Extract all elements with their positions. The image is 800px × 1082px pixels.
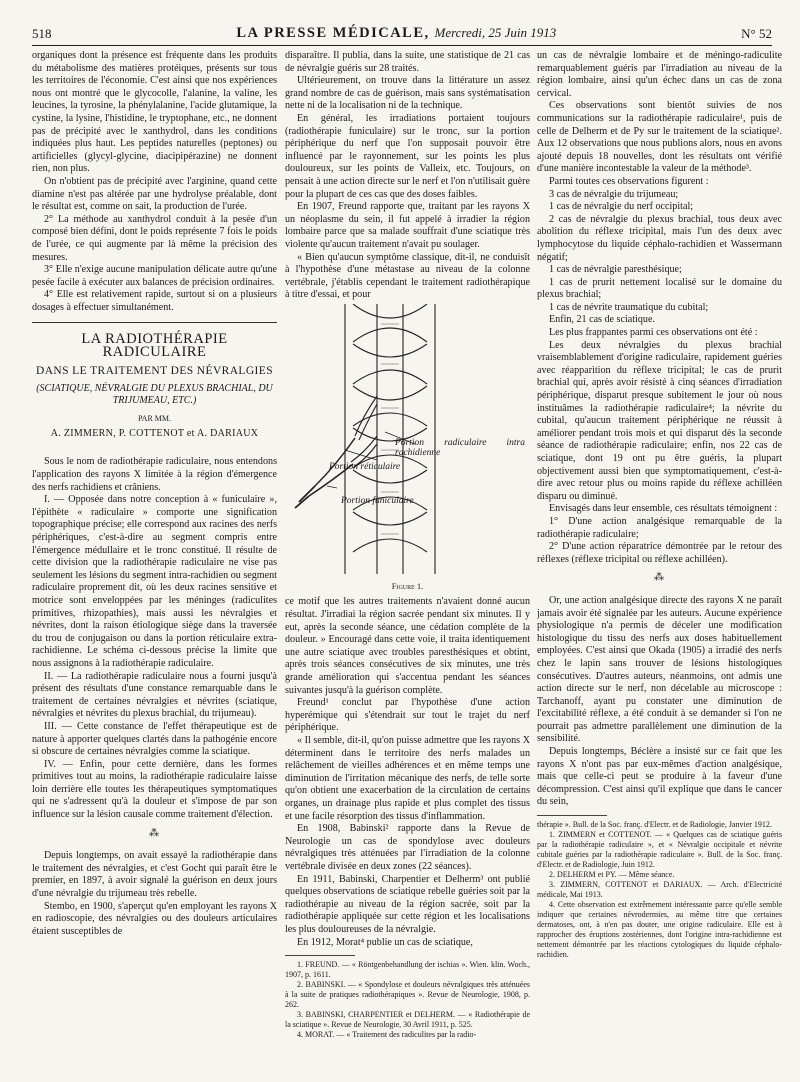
article-subtitle-detail: (SCIATIQUE, NÉVRALGIE DU PLEXUS BRACHIAL, DU TRIJUMEAU, ETC.) xyxy=(36,383,273,407)
paragraph: Depuis longtemps, on avait essayé la radiothérapie dans le traitement des névralgies, et c'est Gocht qui paraît être le premier, en 1897, à avoir signalé la guérison en deux jours d'une névralgie du trijumeau très rebelle. xyxy=(32,850,277,900)
paragraph: En 1908, Babinski² rapporte dans la Revue de Neurologie un cas de spondylose avec douleurs névralgiques très atténuées par l'irradiation de la colonne vertébrale divisée en deux zones (22 séances). xyxy=(285,823,530,872)
paragraph: « Il semble, dit-il, qu'on puisse admettre que les rayons X déterminent dans le territoire des nerfs malades un relâchement de vieilles adhérences et en même temps une diminution de l'irritation mécanique des nerfs, de telle sorte qu'on obtient une exacerbation de la circulation de certains organes, un drainage plus rapide et plus complet des tissus et une facile résorption des tissus d'inflammation. xyxy=(285,735,530,822)
article-authors: A. ZIMMERN, P. COTTENOT et A. DARIAUX xyxy=(50,427,259,439)
page-header xyxy=(32,18,772,46)
paragraph: Parmi toutes ces observations figurent : xyxy=(549,175,709,187)
paragraph: III. — Cette constance de l'effet thérapeutique est de nature à apporter quelques clartés dans la pathogénie encore si obscure de certaines névralgies comme la sciatique. xyxy=(32,720,277,758)
issue-date: Mercredi, 25 Juin 1913 xyxy=(434,25,557,40)
asterism: ⁂ xyxy=(654,572,665,584)
footnote: 3. BABINSKI, CHARPENTIER et DELHERM. — « Radiothérapie de la sciatique ». Revue de Neurologie, 30 Avril 1911, p. 525. xyxy=(285,1010,530,1030)
article-subtitle: DANS LE TRAITEMENT DES NÉVRALGIES xyxy=(35,364,274,377)
list-item: 3 cas de névralgie du trijumeau; xyxy=(549,188,679,200)
label-reticulaire: Portion réticulaire xyxy=(329,461,401,472)
paragraph: 2° D'une action réparatrice démontrée par le retour des réflexes (réflexe tricipital ou réflexe achilléen). xyxy=(537,541,782,565)
byline-prefix: PAR MM. xyxy=(137,414,172,424)
paragraph: un cas de névralgie lombaire et de méningo-radiculite remarquablement guéris par l'irradiation au niveau de la région lombaire, ainsi qu'un échec dans un cas de zona cervical. xyxy=(537,50,782,99)
paragraph: Or, une action analgésique directe des rayons X ne paraît jamais avoir été signalée par les auteurs. Aucune expérience physiologique n'a permis de déceler une modification histologique du tissu des nerfs aux doses habituellement employées. C'est ainsi que Okada (1905) a irradié des nerfs chez le lapin sans trouver de lésions histologiques consécutives. D'autres auteurs, néanmoins, ont admis une action directe sur le nerf, non décelable au microscope : Tarchanoff, ayant pu constater une diminution de l'excitabilité réflexe, a été conduit à se demander si l'on ne pourrait pas admettre parallèlement une diminution de la sensibilité. xyxy=(537,594,782,745)
paragraph: En général, les irradiations portaient toujours (radiothérapie funiculaire) sur le tronc, sur la portion périphérique du nerf que l'on supposait pouvoir être influencé par le rayonnement, sur les points les plus douloureux, sur les points de Valleix, etc. Toujours, on pensait à une action directe sur le nerf et l'on n'utilisait guère pour la plupart de ces cas que des doses faibles. xyxy=(285,112,530,200)
paragraph: II. — La radiothérapie radiculaire nous a fourni jusqu'à présent des résultats d'une constance remarquable dans le traitement de certaines névralgies et névrites (sciatique, névralgies et névrites du plexus brachial, du trijumeau). xyxy=(32,670,277,720)
footnote: 4. Cette observation est extrêmement intéressante parce qu'elle semble indiquer que certaines névrodermies, au même titre que certaines dermatoses, ont, à n'en pas douter, une origine radiculaire. Elle est à rapprocher des éruptions zostériennes, dont l'origine intra-rachidienne est nettement démontrée par les réactions cytologiques du liquide céphalo-rachidien. xyxy=(537,900,782,960)
journal-name: LA PRESSE MÉDICALE, xyxy=(236,25,430,41)
paragraph: Depuis longtemps, Béclère a insisté sur ce fait que les rayons X n'ont pas par eux-mêmes d'action analgésique, mais que celle-ci peut se produire à la faveur d'une décompression. C'est ainsi qu'il explique que dans le cancer du sein, xyxy=(537,746,782,808)
paragraph: Ces observations sont bientôt suivies de nos communications sur la radiothérapie radiculaire¹, puis de celle de Delherm et de Py sur le traitement de la sciatique². Aux 12 observations que nous publions alors, nous en avons ajouté depuis 18 nouvelles, dont les résultats ont vérifié d'une manière incontestable la valeur de la méthode³. xyxy=(537,100,782,175)
list-item: 1 cas de prurit nettement localisé sur le domaine du plexus brachial; xyxy=(537,276,782,301)
list-item: 1 cas de névralgie du nerf occipital; xyxy=(549,201,694,213)
footnote: 1. ZIMMERN et COTTENOT. — « Quelques cas de sciatique guéris par la radiothérapie radiculaire », et « Névralgie occipitale et névrite cubitale guéries par la radiothérapie radiculaire ». Bull. de la Soc. franç. d'Electr. et de Radiologie, Juin 1912. xyxy=(537,830,782,870)
paragraph: En 1907, Freund rapporte que, traitant par les rayons X un néoplasme du sein, il fut appelé à irradier la région lombaire parce que sa malade souffrait d'une sciatique très violente qu'aucun traitement n'avait pu soulager. xyxy=(285,201,530,250)
footnote: 2. DELHERM et PY. — Même séance. xyxy=(549,870,675,880)
paragraph: IV. — Enfin, pour cette dernière, dans les formes primitives tout au moins, la radiothérapie radiculaire laisse loin derrière elle toutes les thérapeutiques symptomatiques qui ne s'adressent qu'à la douleur et s'impose de par son influence sur la lésion causale comme traitement d'élection. xyxy=(32,758,277,821)
paragraph: On n'obtient pas de précipité avec l'arginine, quand cette diamine n'est pas altérée par une hydrolyse préalable, dont le résultat est, comme on sait, la production de l'urée. xyxy=(32,175,277,213)
footnote: 4. MORAT. — « Traitement des radiculites par la radio- xyxy=(297,1030,477,1040)
paragraph: En 1911, Babinski, Charpentier et Delherm³ ont publié quelques observations de sciatique rebelle guéries soit par la radiothérapie au niveau de la région sacrée, soit par la radiothérapie appliquée sur cette région et les localisations les plus douloureuses de la névralgie. xyxy=(285,873,530,935)
column-2 xyxy=(285,50,530,1082)
footnote-divider xyxy=(537,815,607,816)
label-funiculaire: Portion funiculaire xyxy=(341,495,414,506)
observation-list xyxy=(537,189,782,328)
paragraph: 2° La méthode au xanthydrol conduit à la pesée d'un composé bien défini, dont le poids représente 7 fois le poids de l'urée, ce qui augmente par là même la précision des mesures. xyxy=(32,213,277,263)
figure-caption: Figure 1. xyxy=(391,580,424,591)
issue-number: N° 52 xyxy=(741,26,772,41)
paragraph: ce motif que les autres traitements n'avaient donné aucun résultat. J'irradiai la région sacrée pendant six minutes. Il y eut, après la seconde séance, une cédation complète de la douleur. » Encouragé dans cette voie, il traita identiquement une autre sciatique avec troubles paresthésiques et obtint, après trois séances consécutives de six minutes, une très grande amélioration qui s'accentua pendant les séances suivantes jusqu'à la guérison complète. xyxy=(285,596,530,696)
paragraph: En 1912, Morat⁴ publie un cas de sciatique, xyxy=(297,936,473,948)
column-3 xyxy=(537,50,782,1082)
paragraph: disparaître. Il publia, dans la suite, une statistique de 21 cas de névralgie guéris sur 28 traités. xyxy=(285,50,530,74)
paragraph: I. — Opposée dans notre conception à « funiculaire », l'épithète « radiculaire » comporte une signification topographique précise; elle correspond aux racines des nerfs périphériques, c'est-à-dire au segment compris entre l'émergence médullaire et le tronc constitué. Il résulte de cette division que la radiothérapie radiculaire ne vise pas seulement les lésions du segment intra-rachidien ou segment radiculaire proprement dit, où les deux racines sensitive et motrice sont enveloppées par les méninges (radiculites primitives, rhizopathies), mais aussi les névralgies et névrites, dont la raison étiologique siège dans la traversée du trou de conjugaison ou dans la portion réticulaire extra-rachidienne. Le schéma ci-dessous précise la limite que nous assignons à la radiothérapie radiculaire. xyxy=(32,494,277,669)
paragraph: Freund¹ conclut par l'hypothèse d'une action hyperémique qui s'étendrait sur tout le trajet du nerf périphérique. xyxy=(285,697,530,734)
list-item: 1 cas de névrite traumatique du cubital; xyxy=(549,301,709,313)
list-item: 1 cas de névralgie paresthésique; xyxy=(549,264,682,276)
footnote: thérapie ». Bull. de la Soc. franç. d'Electr. et de Radiologie, Janvier 1912. xyxy=(537,820,772,830)
paragraph: Les plus frappantes parmi ces observations ont été : xyxy=(549,327,758,339)
footnote: 3. ZIMMERN, COTTENOT et DARIAUX. — Arch. d'Electricité médicale, Mai 1913. xyxy=(537,880,782,900)
paragraph: « Bien qu'aucun symptôme classique, dit-il, ne conduisît à l'hypothèse d'une métastase au niveau de la colonne vertébrale, j'établis cependant le traitement radiothérapique à titre d'essai, et pour xyxy=(285,251,530,301)
paragraph: Envisagés dans leur ensemble, ces résultats témoignent : xyxy=(549,503,778,515)
paragraph: organiques dont la présence est fréquente dans les produits du métabolisme des matières protéiques, présents sur tous les territoires de l'économie. C'est ainsi que nos expériences nous ont montré que le glycocolle, l'alanine, la valine, les leucines, la tyrosine, la phénylalanine, l'acide glutamique, la cystine, la lysine, l'histidine, le tryptophane, etc., ne donnent pas de précipité avec le xanthydrol, dans les conditions indiquées plus haut. Les peptides naturelles (peptones) ou artificielles (glycyl-glycine, diacipipérazine) ne donnent rien, non plus. xyxy=(32,50,277,175)
paragraph: Les deux névralgies du plexus brachial vraisemblablement d'origine radiculaire, rapidement guéries avec réapparition du réflexe tricipital; le cas de prurit brachial qui, après avoir résisté à cinq séances d'irradiation périphérique, disparut presque subitement le jour où nous instituâmes la radiothérapie radiculaire⁴; la névrite du cubital, qu'aucun traitement périphérique ne réussit à améliorer pendant trois mois et qui disparut dès la seconde séance de radiothérapie radiculaire; enfin, nos 22 cas de sciatique, dont 19 ont pu être guéris, la plupart objectivement aussi bien que symptomatiquement, c'est-à-dire avec retour plus ou moins rapide du réflexe achilléen disparu ou diminué. xyxy=(537,339,782,502)
paragraph: 1° D'une action analgésique remarquable de la radiothérapie radiculaire; xyxy=(537,515,782,540)
list-item: Enfin, 21 cas de sciatique. xyxy=(549,314,655,326)
label-radiculaire: Portion radiculaire intra rachidienne xyxy=(395,437,525,458)
footnote: 2. BABINSKI. — « Spondylose et douleurs névralgiques très atténuées à la suite de pratiques radiothérapiques ». Revue de Neurologie, 1908, p. 262. xyxy=(285,980,530,1010)
footnote-divider xyxy=(285,955,355,956)
paragraph: Sous le nom de radiothérapie radiculaire, nous entendons l'application des rayons X limitée à la région d'émergence des nerfs rachidiens et crâniens. xyxy=(32,456,277,493)
list-item: 2 cas de névralgie du plexus brachial, tous deux avec abolition du réflexe tricipital, mais l'un des deux avec lymphocytose du liquide céphalo-rachidien et Wassermann négatif; xyxy=(537,213,782,263)
figure-1 xyxy=(285,304,530,576)
paragraph: 4° Elle est relativement rapide, surtout si on a plusieurs dosages à effectuer simultanément. xyxy=(32,289,277,313)
paragraph: Ultérieurement, on trouve dans la littérature un assez grand nombre de cas de guérison, mais sans systématisation nette ni de la localisation ni de la technique. xyxy=(285,75,530,112)
paragraph: Stembo, en 1900, s'aperçut qu'en employant les rayons X en radioscopie, des névralgies ou des douleurs articulaires étaient susceptibles de xyxy=(32,900,277,937)
footnote: 1. FREUND. — « Röntgenbehandlung der ischias ». Wien. klin. Woch., 1907, p. 1611. xyxy=(285,960,530,980)
article-title: LA RADIOTHÉRAPIE RADICULAIRE xyxy=(81,331,228,361)
section-divider xyxy=(32,322,277,323)
paragraph: 3° Elle n'exige aucune manipulation délicate autre qu'une pesée facile à exécuter aux balances de précision ordinaires. xyxy=(32,264,277,288)
journal-title xyxy=(236,25,556,42)
page-number: 518 xyxy=(32,26,52,41)
column-1 xyxy=(32,50,277,1082)
asterism: ⁂ xyxy=(149,827,160,839)
